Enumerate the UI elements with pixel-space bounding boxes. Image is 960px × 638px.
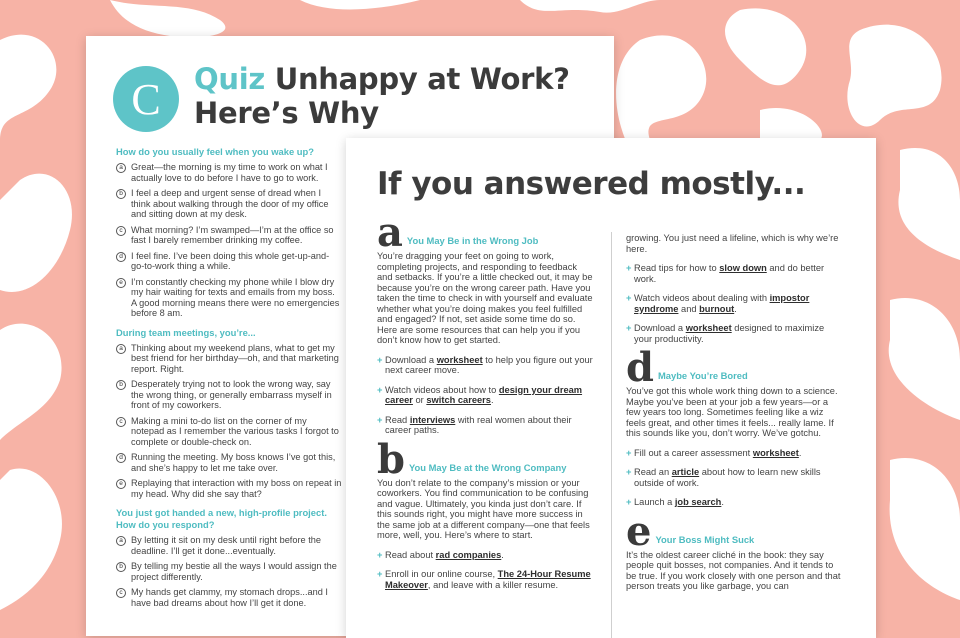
option-text: Thinking about my weekend plans, what to get my best friend for her birthday—oh, and that marketing report. Right. <box>131 342 339 374</box>
plus-icon: + <box>626 467 632 477</box>
resource-link[interactable]: burnout <box>699 303 735 314</box>
quiz-title-accent: Quiz <box>194 62 265 96</box>
answer-option <box>116 452 342 473</box>
result-description: It’s the oldest career cliché in the book: they say people quit bosses, not companies. And it tends to be true. If you work closely with one person and that person treats you like garbage, you can <box>626 549 841 591</box>
option-letter-badge: c <box>116 417 126 427</box>
plus-icon: + <box>626 497 632 507</box>
option-letter-badge: b <box>116 380 126 390</box>
option-letter-badge: b <box>116 189 126 199</box>
resource-bullet <box>626 293 844 314</box>
answers-heading: If you answered mostly... <box>377 166 806 202</box>
answer-option <box>116 277 342 319</box>
resource-text: Watch videos about how to design your dream career or switch careers. <box>385 384 583 405</box>
option-letter-badge: d <box>116 252 126 262</box>
option-text: By letting it sit on my desk until right before the deadline. I’ll get it done...eventually. <box>131 535 321 556</box>
resource-text: Fill out a career assessment worksheet. <box>634 447 802 458</box>
resource-link[interactable]: slow down <box>719 263 767 273</box>
column-divider <box>611 232 612 638</box>
option-letter-badge: b <box>116 562 126 572</box>
resource-bullet <box>626 497 844 508</box>
plus-icon: + <box>377 384 383 395</box>
resource-text: Enroll in our online course, The 24-Hour Resume Makeover, and leave with a killer resume. <box>385 569 591 590</box>
resource-link[interactable]: switch careers <box>426 395 491 405</box>
result-section-header <box>626 507 844 555</box>
quiz-title-rest: Unhappy at Work? Here’s Why <box>194 62 570 130</box>
question-heading: How do you usually feel when you wake up? <box>116 146 314 157</box>
resource-link[interactable]: article <box>671 467 700 477</box>
option-letter-badge: d <box>116 453 126 463</box>
answer-option <box>116 225 342 246</box>
resource-bullet <box>377 550 595 561</box>
option-text: I feel a deep and urgent sense of dread when I think about walking through the door of my office and sitting down at my desk. <box>131 188 329 219</box>
plus-icon: + <box>626 323 632 333</box>
resource-text: Read an article about how to learn new skills outside of work. <box>634 467 821 488</box>
answer-option <box>116 561 342 582</box>
option-letter-badge: a <box>116 344 126 354</box>
result-title: You May Be in the Wrong Job <box>406 235 539 246</box>
plus-icon: + <box>377 414 383 425</box>
resource-bullet <box>626 448 844 459</box>
option-text: I’m constantly checking my phone while I blow dry my hair waiting for texts and emails from my boss. A good morning means there were no emergencies before 8 am. <box>131 276 340 318</box>
option-letter-badge: c <box>116 226 126 236</box>
option-text: What morning? I’m swamped—I’m at the office so fast I barely remember drinking my coffee. <box>131 224 334 245</box>
resource-text: Read tips for how to slow down and do better work. <box>634 263 825 284</box>
result-description-continued: growing. You just need a lifeline, which is why we’re here. <box>626 233 839 254</box>
option-text: Replaying that interaction with my boss on repeat in my head. Why did she say that? <box>131 478 342 499</box>
result-section-header <box>377 435 595 483</box>
answer-option <box>116 587 342 608</box>
logo-letter: C <box>131 74 161 124</box>
result-letter: a <box>377 209 403 256</box>
answers-left-column <box>377 209 595 599</box>
option-text: I feel fine. I’ve been doing this whole get-up-and-go-to-work thing a while. <box>131 250 330 271</box>
resource-text: Read about rad companies. <box>385 549 504 560</box>
answers-page <box>346 138 876 638</box>
answer-option <box>116 416 342 448</box>
resource-bullet <box>626 263 844 284</box>
resource-text: Download a worksheet designed to maximize your productivity. <box>634 323 825 344</box>
option-letter-badge: c <box>116 588 126 598</box>
resource-link[interactable]: The 24-Hour Resume Makeover <box>385 569 591 590</box>
resource-text: Watch videos about dealing with impostor syndrome and burnout. <box>634 293 810 314</box>
plus-icon: + <box>626 447 632 458</box>
answers-right-column <box>626 230 844 601</box>
resource-link[interactable]: worksheet <box>685 323 732 333</box>
option-text: Running the meeting. My boss knows I’ve got this, and she’s happy to let me take over. <box>131 452 336 473</box>
answer-option <box>116 251 342 272</box>
result-title: Maybe You’re Bored <box>657 370 748 381</box>
logo-badge <box>113 66 179 132</box>
resource-link[interactable]: worksheet <box>752 447 799 458</box>
result-section-header <box>377 209 595 256</box>
resource-bullet <box>377 569 595 590</box>
resource-bullet <box>626 323 844 344</box>
question-heading: During team meetings, you’re... <box>116 326 256 338</box>
result-description: You’ve got this whole work thing down to a science. Maybe you’ve been at your job a few years—or a few years too long. Sometimes feeling like a wiz feels great, and other times it feels... really lame. If this sounds like you, don’t worry. We’ve gotchu. <box>626 386 838 438</box>
quiz-questions <box>116 146 342 613</box>
resource-bullet <box>377 385 595 406</box>
option-letter-badge: e <box>116 479 126 489</box>
result-description: You don’t relate to the company’s mission or your coworkers. You find communication to be confusing and vague. Ultimately, you kinda just don’t care. If this sounds right, you might have more success in the same job at a different company—one that feels more, well, you. Here’s where to start. <box>377 477 590 540</box>
option-letter-badge: e <box>116 278 126 288</box>
resource-link[interactable]: worksheet <box>436 354 483 365</box>
option-letter-badge: a <box>116 536 126 546</box>
resource-link[interactable]: rad companies <box>435 549 502 560</box>
option-text: Making a mini to-do list on the corner of my notepad as I remember the various tasks I forgot to complete or double-check on. <box>131 415 339 447</box>
plus-icon: + <box>377 354 383 365</box>
resource-bullet <box>377 355 595 376</box>
resource-text: Download a worksheet to help you figure out your next career move. <box>385 354 593 375</box>
resource-bullet <box>626 467 844 488</box>
answer-option <box>116 379 342 411</box>
resource-bullet <box>377 415 595 436</box>
result-section-header <box>626 344 844 391</box>
resource-text: Read interviews with real women about their career paths. <box>385 414 572 435</box>
plus-icon: + <box>377 569 383 579</box>
resource-link[interactable]: job search <box>674 497 722 507</box>
result-letter: e <box>626 507 652 555</box>
resource-text: Launch a job search. <box>634 497 724 507</box>
result-letter: d <box>626 344 654 391</box>
resource-link[interactable]: interviews <box>409 414 456 425</box>
plus-icon: + <box>377 549 383 560</box>
plus-icon: + <box>626 293 632 303</box>
answer-option <box>116 535 342 556</box>
option-text: Great—the morning is my time to work on what I actually love to do before I have to go to work. <box>131 162 328 183</box>
resource-link[interactable]: impostor syndrome <box>634 293 810 314</box>
answer-option <box>116 162 342 183</box>
answer-option <box>116 188 342 220</box>
result-letter: b <box>377 435 405 483</box>
answer-option <box>116 478 342 499</box>
quiz-title <box>194 62 604 130</box>
option-letter-badge: a <box>116 163 126 173</box>
option-text: Desperately trying not to look the wrong way, say the wrong thing, or generally embarrass myself in front of my coworkers. <box>131 379 332 410</box>
option-text: By telling my bestie all the ways I would assign the project differently. <box>131 561 337 582</box>
question-heading: You just got handed a new, high-profile project. How do you respond? <box>116 507 327 530</box>
option-text: My hands get clammy, my stomach drops...and I have bad dreams about how I’ll get it done. <box>131 587 328 608</box>
result-title: You May Be at the Wrong Company <box>408 461 567 473</box>
result-description: You’re dragging your feet on going to work, completing projects, and responding to feedback and setbacks. If you’re a little checked out, it may be because you’re on the wrong career path. Have you taken the time to check in with yourself and evaluate whether what you’re doing makes you feel fulfilled and engaged? If not, set aside some time do so. Here are some resources that can help you if you don’t know how to get started. <box>377 251 593 345</box>
resource-link[interactable]: design your dream career <box>385 384 583 405</box>
plus-icon: + <box>626 263 632 273</box>
answer-option <box>116 343 342 375</box>
result-title: Your Boss Might Suck <box>655 533 755 545</box>
